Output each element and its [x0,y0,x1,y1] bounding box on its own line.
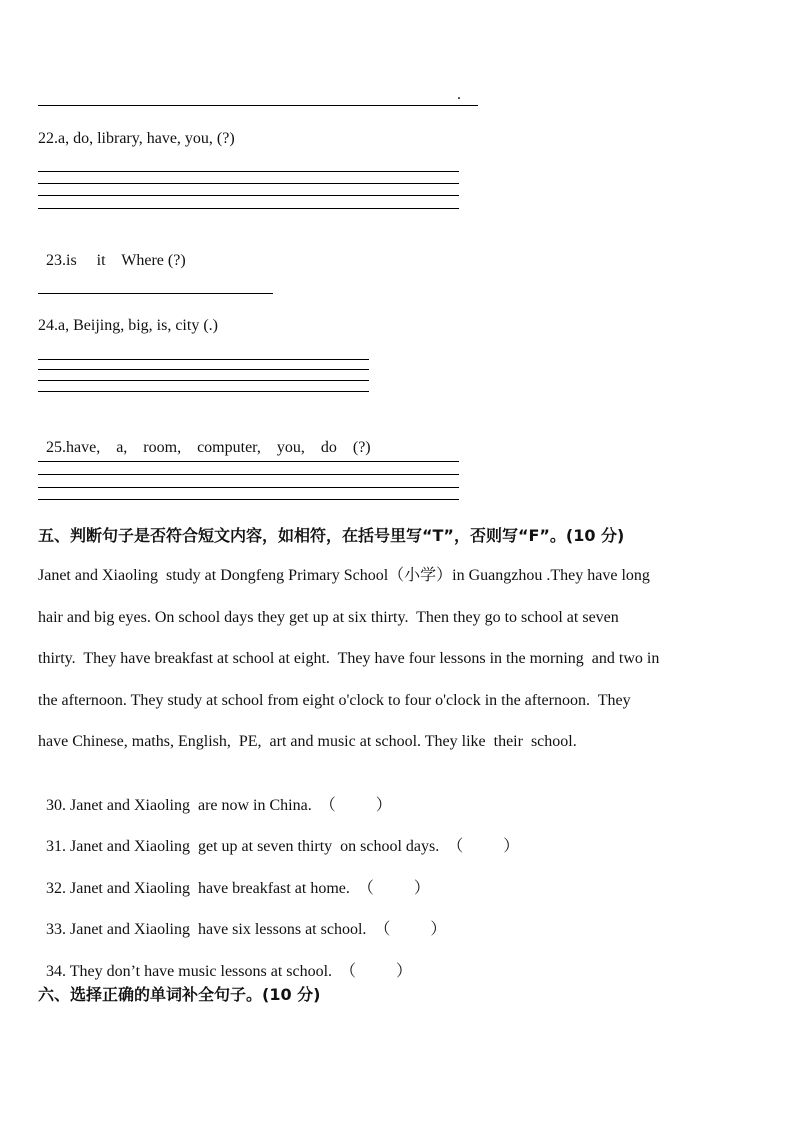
answer-line [38,391,369,392]
period-mark: . [457,86,461,103]
question-words: have, a, room, computer, you, do (?) [66,439,371,456]
section-6-title: 六、选择正确的单词补全句子。(10 分) [38,985,321,1004]
passage-line: hair and big eyes. On school days they get up at six thirty. Then they go to school at seven [38,608,619,626]
answer-line [38,195,459,196]
passage-line: thirty. They have breakfast at school at eight. They have four lessons in the morning and two in [38,650,660,667]
question-words: a, do, library, have, you, (?) [58,130,235,147]
question-25 [38,421,371,457]
section-5-title: 五、判断句子是否符合短文内容，如相符，在括号里写“T”，否则写“F”。(10 分) [38,526,625,545]
answer-line [38,461,459,462]
answer-line [38,183,459,184]
answer-line [38,369,369,370]
question-23 [38,234,186,270]
question-number: 23. [46,252,66,269]
statement-33 [38,898,446,939]
statement-31 [38,815,519,856]
question-number: 24. [38,317,58,334]
statement-text: 31. Janet and Xiaoling get up at seven thirty on school days. [46,838,440,855]
statement-text: 32. Janet and Xiaoling have breakfast at home. [46,880,350,897]
answer-line [38,380,369,381]
answer-line [38,105,478,106]
answer-line [38,359,369,360]
answer-line [38,487,459,488]
reading-passage [38,555,758,763]
answer-line [38,171,459,172]
question-words: a, Beijing, big, is, city (.) [58,317,218,334]
passage-line: the afternoon. They study at school from eight o'clock to four o'clock in the afternoon. They [38,691,631,709]
answer-parentheses[interactable]: （ ） [447,838,520,855]
question-24 [38,317,218,335]
answer-line [38,499,459,500]
passage-line: Janet and Xiaoling study at Dongfeng Primary School（小学）in Guangzhou .They have long [38,567,650,584]
statement-32 [38,857,430,898]
statement-text: 30. Janet and Xiaoling are now in China. [46,797,312,814]
answer-line [38,474,459,475]
question-22 [38,130,235,148]
answer-parentheses[interactable]: （ ） [340,963,413,980]
statement-30 [38,774,392,815]
answer-line [38,293,273,294]
answer-line [38,208,459,209]
question-words: is it Where (?) [66,252,186,269]
answer-parentheses[interactable]: （ ） [357,880,430,897]
answer-parentheses[interactable]: （ ） [374,921,447,938]
passage-line: have Chinese, maths, English, PE, art and music at school. They like their school. [38,733,577,750]
statement-text: 33. Janet and Xiaoling have six lessons at school. [46,921,367,938]
question-number: 25. [46,439,66,456]
answer-parentheses[interactable]: （ ） [319,797,392,814]
statement-34 [38,940,412,981]
statement-text: 34. They don’t have music lessons at school. [46,963,333,980]
question-number: 22. [38,130,58,147]
